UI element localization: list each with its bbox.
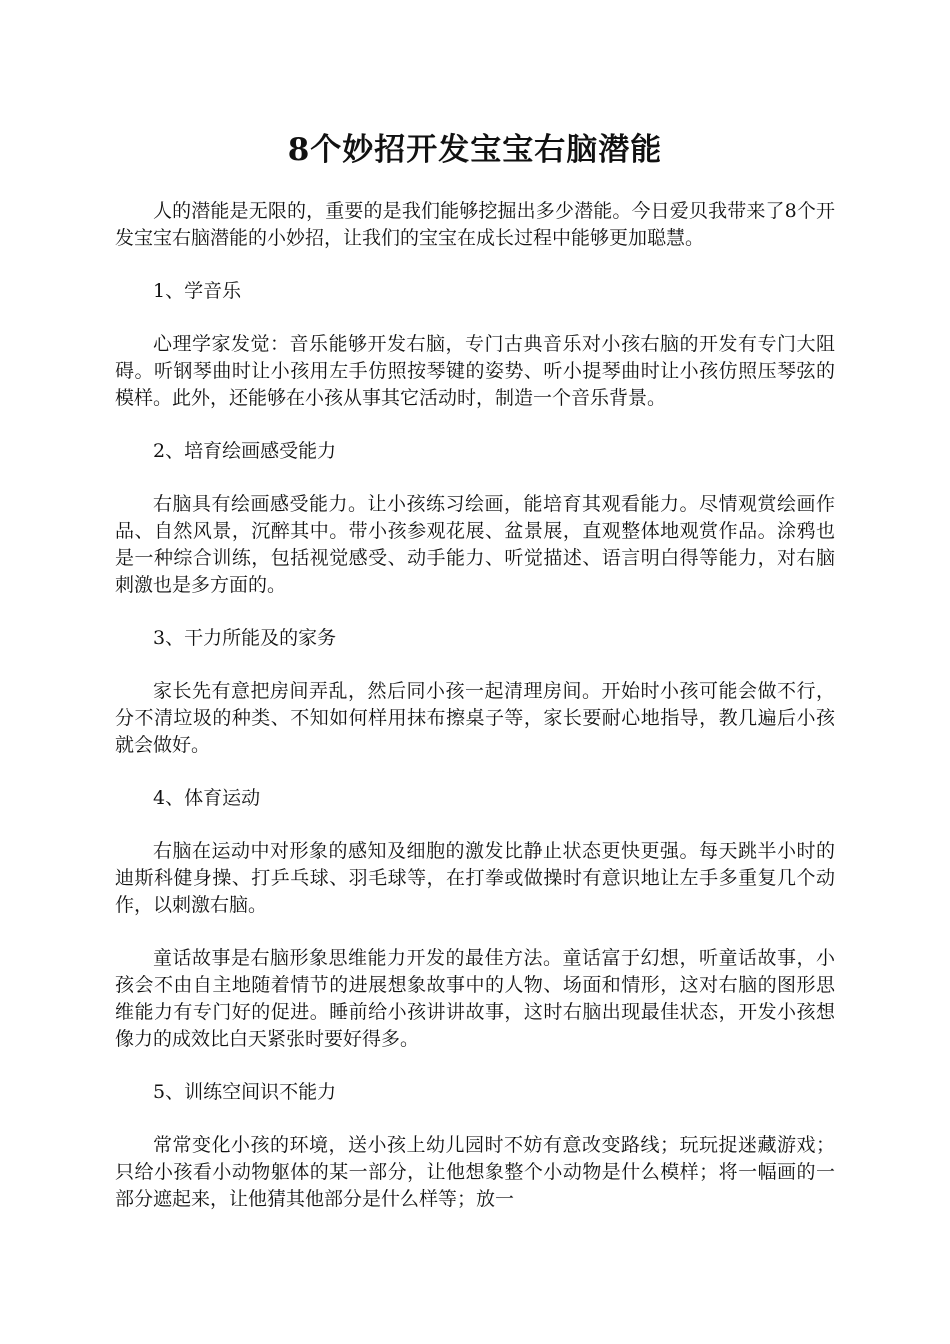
paragraph-spatial: 常常变化小孩的环境，送小孩上幼儿园时不妨有意改变路线；玩玩捉迷藏游戏；只给小孩看小动物躯体的某一部分，让他想象整个小动物是什么模样；将一幅画的一部分遮起来，让他猜其他部分是什么样等；放一 (115, 1134, 835, 1210)
paragraph-painting: 右脑具有绘画感受能力。让小孩练习绘画，能培育其观看能力。尽情观赏绘画作品、自然风景，沉醉其中。带小孩参观花展、盆景展，直观整体地观赏作品。涂鸦也是一种综合训练，包括视觉感受、动手能力、听觉描述、语言明白得等能力，对右脑刺激也是多方面的。 (115, 493, 835, 596)
paragraph-sports: 右脑在运动中对形象的感知及细胞的激发比静止状态更快更强。每天跳半小时的迪斯科健身操、打乒乓球、羽毛球等，在打拳或做操时有意识地让左手多重复几个动作，以刺激右脑。 (115, 840, 835, 916)
document-title: 8个妙招开发宝宝右脑潜能 (287, 132, 663, 168)
paragraph-housework: 家长先有意把房间弄乱，然后同小孩一起清理房间。开始时小孩可能会做不行，分不清垃圾的种类、不知如何样用抹布擦桌子等，家长要耐心地指导，教几遍后小孩就会做好。 (115, 680, 835, 756)
intro-paragraph: 人的潜能是无限的，重要的是我们能够挖掘出多少潜能。今日爱贝我带来了8个开发宝宝右脑潜能的小妙招，让我们的宝宝在成长过程中能够更加聪慧。 (115, 200, 835, 249)
section-heading-housework: 3、干力所能及的家务 (153, 627, 337, 649)
section-heading-painting: 2、培育绘画感受能力 (153, 440, 337, 462)
section-heading-music: 1、学音乐 (153, 280, 242, 302)
document-body (115, 198, 835, 1239)
section-heading-spatial: 5、训练空间识不能力 (153, 1081, 337, 1103)
paragraph-music: 心理学家发觉：音乐能够开发右脑，专门古典音乐对小孩右脑的开发有专门大阻碍。听钢琴曲时让小孩用左手仿照按琴键的姿势、听小提琴曲时让小孩仿照压琴弦的模样。此外，还能够在小孩从事其它活动时，制造一个音乐背景。 (115, 333, 835, 409)
section-heading-sports: 4、体育运动 (153, 787, 261, 809)
paragraph-stories: 童话故事是右脑形象思维能力开发的最佳方法。童话富于幻想，听童话故事，小孩会不由自主地随着情节的进展想象故事中的人物、场面和情形，这对右脑的图形思维能力有专门好的促进。睡前给小孩讲讲故事，这时右脑出现最佳状态，开发小孩想像力的成效比白天紧张时要好得多。 (115, 947, 835, 1050)
